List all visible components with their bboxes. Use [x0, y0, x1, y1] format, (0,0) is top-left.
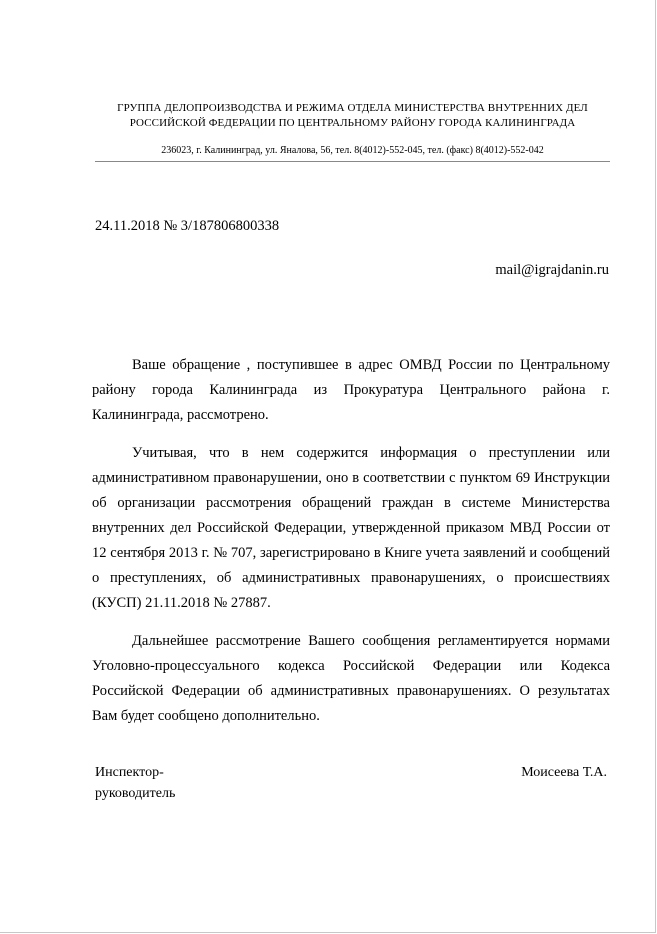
letter-body [92, 353, 610, 742]
body-paragraph-3: Дальнейшее рассмотрение Вашего сообщения регламентируется нормами Уголовно-процессуального кодекса Российской Федерации или Кодекса Российской Федерации об административных правонарушениях. О результатах Вам будет сообщено дополнительно. [92, 633, 610, 724]
organization-name-line-1: ГРУППА ДЕЛОПРОИЗВОДСТВА И РЕЖИМА ОТДЕЛА МИНИСТЕРСТВА ВНУТРЕННИХ ДЕЛ [117, 102, 588, 114]
document-date-number: 24.11.2018 № 3/187806800338 [95, 218, 280, 234]
signer-position [95, 762, 175, 804]
signer-position-line-2: руководитель [95, 786, 176, 801]
organization-name-line-2: РОССИЙСКОЙ ФЕДЕРАЦИИ ПО ЦЕНТРАЛЬНОМУ РАЙОНУ ГОРОДА КАЛИНИНГРАДА [129, 117, 576, 129]
signer-name: Моисеева Т.А. [521, 765, 607, 780]
body-paragraph-2: Учитывая, что в нем содержится информация о преступлении или административном правонарушении, оно в соответствии с пунктом 69 Инструкции об организации рассмотрения обращений граждан в системе Министерства внутренних дел Российской Федерации, утвержденной приказом МВД России от 12 сентября 2013 г. № 707, зарегистрировано в Книге учета заявлений и сообщений о преступлениях, об административных правонарушениях, о происшествиях (КУСП) 21.11.2018 № 27887. [92, 445, 610, 611]
letterhead-divider [95, 161, 610, 162]
recipient-email: mail@igrajdanin.ru [495, 262, 609, 278]
signer-position-line-1: Инспектор- [95, 765, 164, 780]
body-paragraph-1: Ваше обращение , поступившее в адрес ОМВД России по Центральному району города Калининграда из Прокуратура Центрального района г. Калининграда, рассмотрено. [92, 357, 610, 423]
organization-name [95, 101, 610, 131]
letterhead [95, 101, 610, 162]
organization-address: 236023, г. Калининград, ул. Яналова, 56, тел. 8(4012)-552-045, тел. (факс) 8(4012)-552-042 [161, 145, 544, 156]
